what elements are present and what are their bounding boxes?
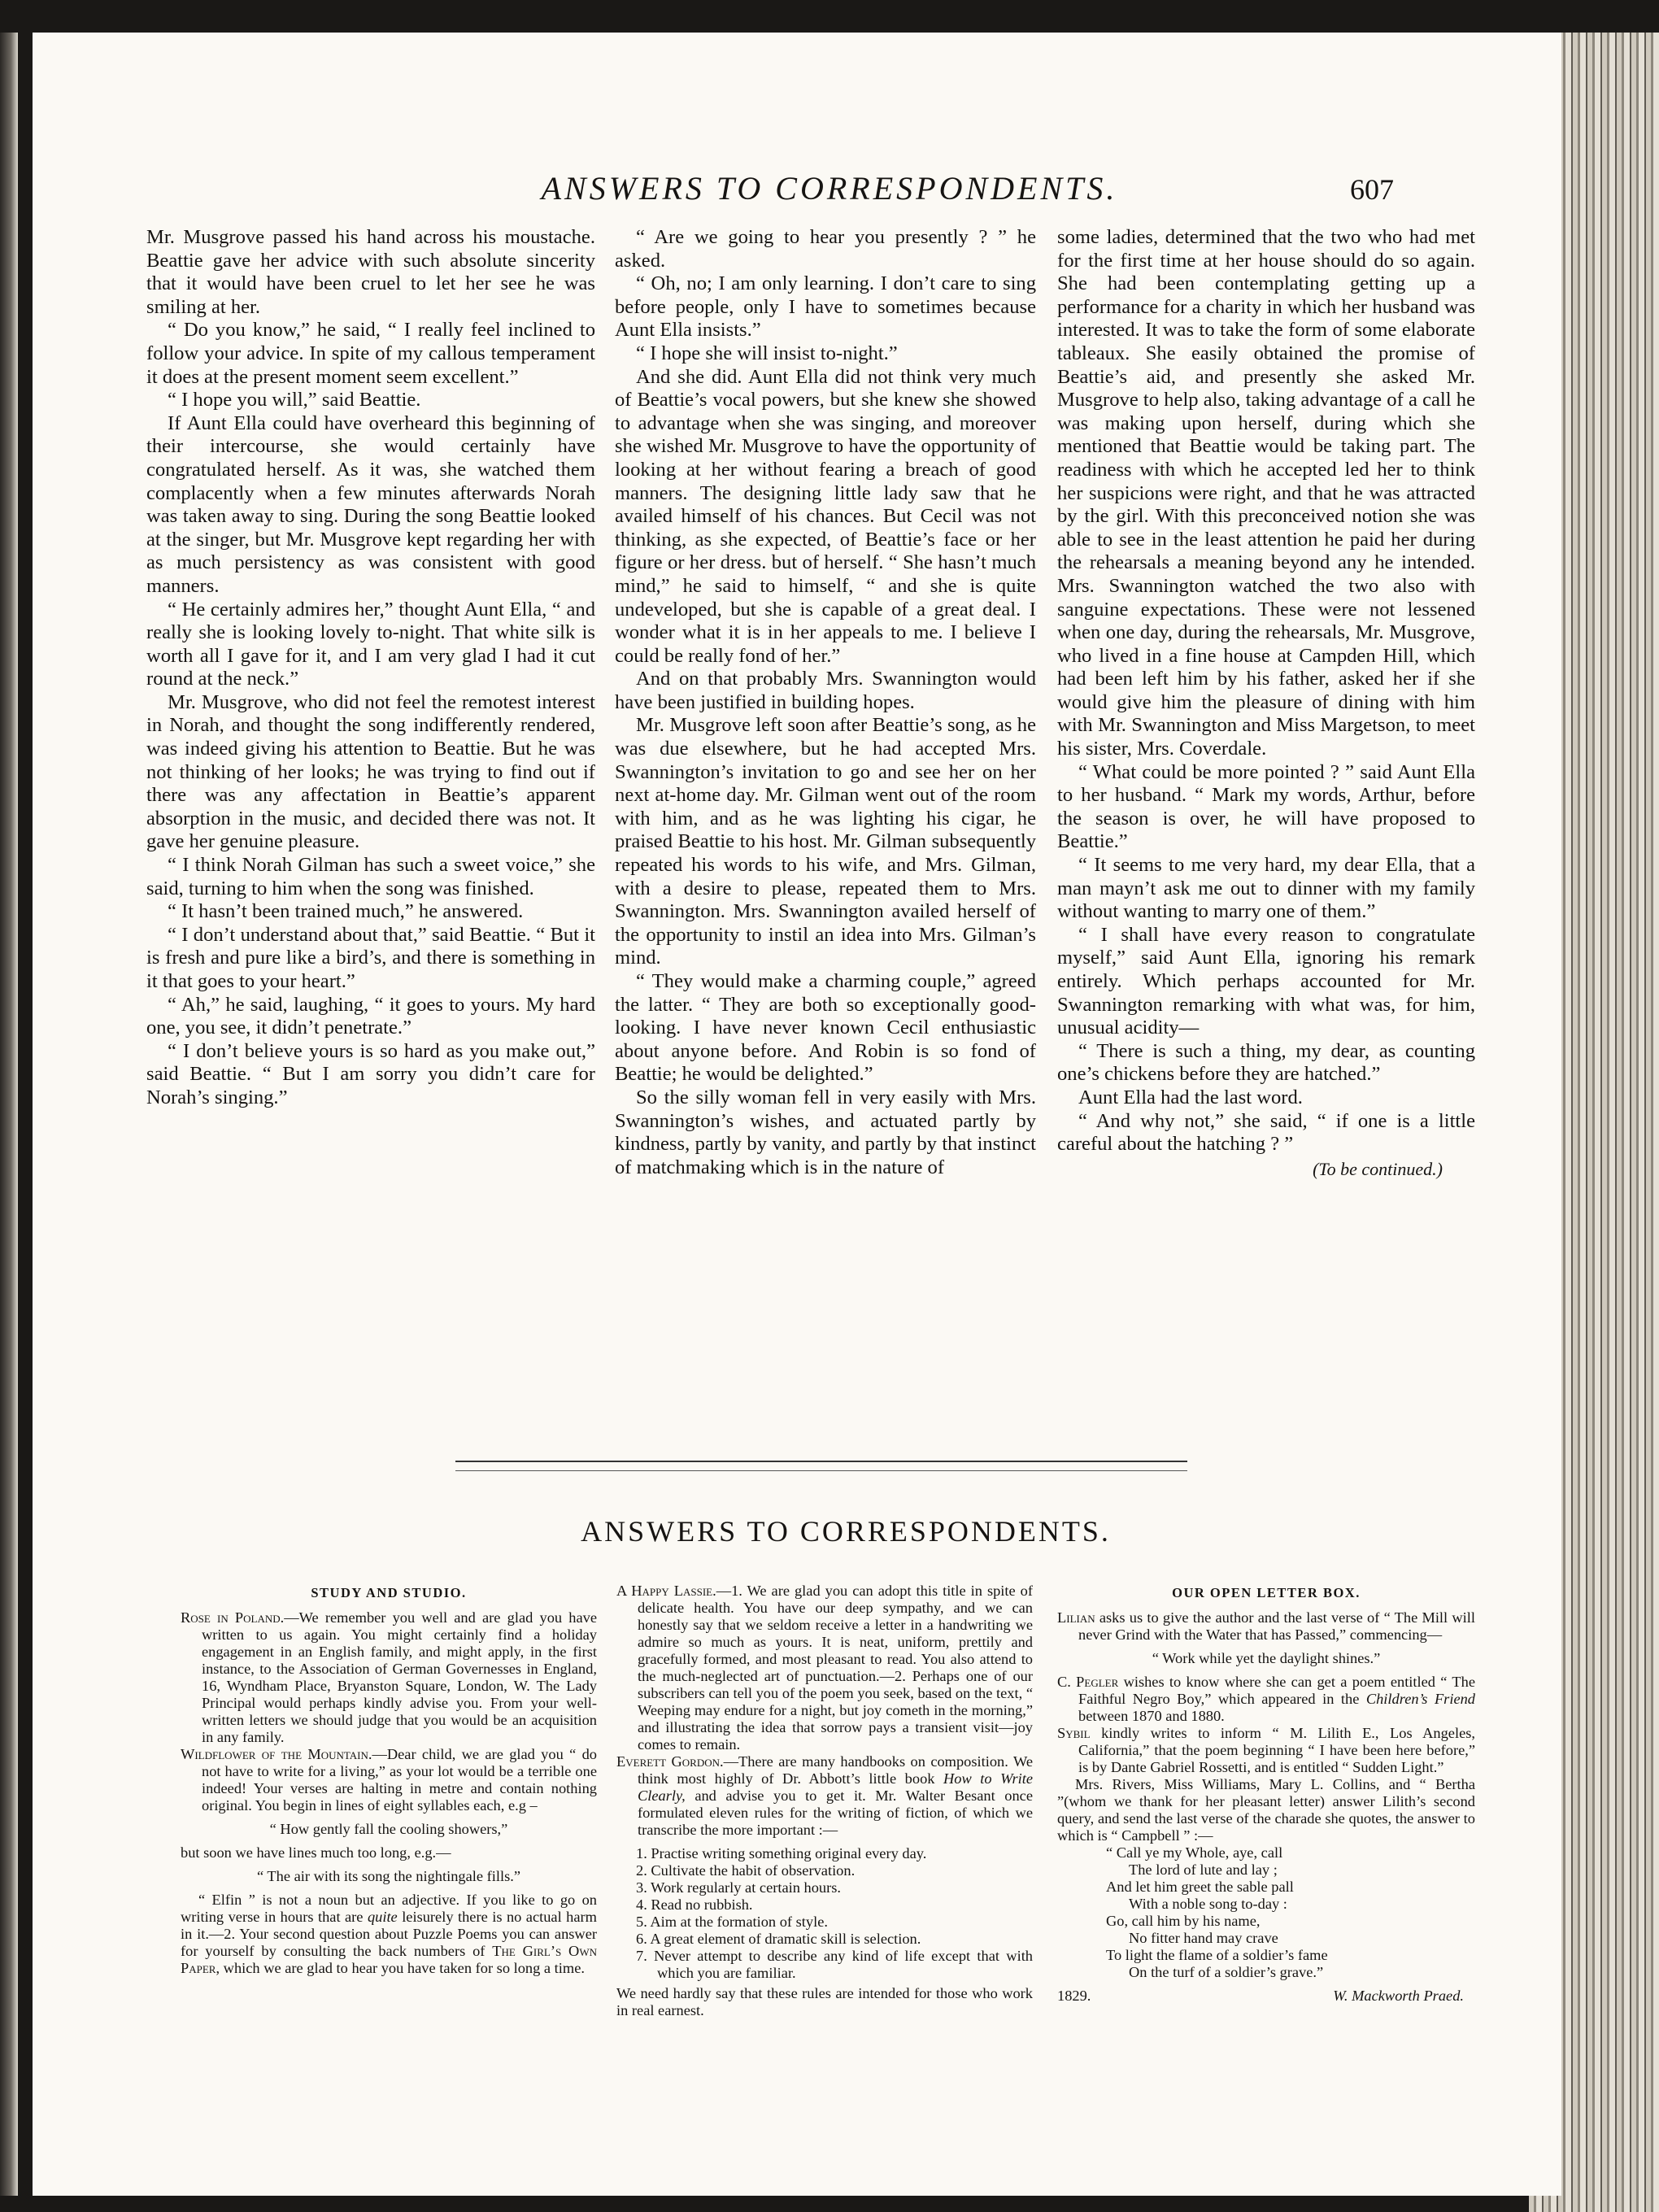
paragraph: “ It seems to me very hard, my dear Ella, that a man mayn’t ask me out to dinner with my family without wanting to marry one of them.” <box>1057 854 1475 923</box>
study-and-studio-column <box>181 1584 597 1977</box>
paragraph: “ They would make a charming couple,” agreed the latter. “ They are both so exceptionally good-looking. I have never known Cecil enthusiastic about anyone before. And Robin is so fond of Beattie; he would be delighted.” <box>615 970 1036 1086</box>
story-column-1 <box>146 226 595 1110</box>
answer-text: wishes to know where she can get a poem entitled “ The Faithful Negro Boy,” which appeared in the <box>1078 1674 1475 1707</box>
answer-text: —1. We are glad you can adopt this title in spite of delicate health. You have our deep sympathy, and we can honestly say that we seldom receive a letter in a handwriting we admire so much as yours. It is neat, uniform, prettily and gracefully formed, and most pleasant to read. You also attend to the much-neglected art of punctuation.—2. Perhaps one of our subscribers can tell you of the poem you seek, based on the text, “ Weeping may endure for a night, but joy cometh in the morning,” and illustrating the idea that sorrow pays a transient visit—joy comes to remain. <box>638 1583 1033 1753</box>
paragraph: “ And why not,” she said, “ if one is a little careful about the hatching ? ” <box>1057 1109 1475 1156</box>
study-heading: STUDY AND STUDIO. <box>311 1585 467 1600</box>
answer-wildflower <box>181 1746 597 1814</box>
answer-everett-gordon <box>616 1753 1033 1839</box>
poem-line: “ Call ye my Whole, aye, call <box>1106 1844 1283 1861</box>
answer-text: but soon we have lines much too long, e.g.— <box>181 1844 451 1861</box>
poem-line: And let him greet the sable pall <box>1106 1879 1294 1895</box>
answers-heading: ANSWERS TO CORRESPONDENTS. <box>581 1515 1111 1548</box>
answer-text: —Dear child, we are glad you “ do not have to write for a living,” as your lot would be a terrible one indeed! Your verses are halting in metre and contain nothing original. You begin in lines of eight syllables each, e.g – <box>202 1746 597 1814</box>
paragraph: “ Oh, no; I am only learning. I don’t care to sing before people, only I have to sometimes because Aunt Ella insists.” <box>615 272 1036 342</box>
correspondent-name: Sybil <box>1057 1725 1091 1741</box>
answer-text: which we are glad to hear you have taken for so long a time. <box>223 1960 585 1976</box>
poem-attribution <box>1057 1988 1475 2005</box>
paragraph: “ Ah,” he said, laughing, “ it goes to yours. My hard one, you see, it didn’t penetrate.” <box>146 993 595 1039</box>
adjacent-page-edge <box>0 33 18 2196</box>
magazine-page <box>33 33 1561 2196</box>
list-item: 3. Work regularly at certain hours. <box>636 1879 841 1896</box>
paragraph: And on that probably Mrs. Swannington would have been justified in building hopes. <box>615 668 1036 713</box>
answer-text: between 1870 and 1880. <box>1078 1708 1225 1724</box>
verse-quote: “ Work while yet the daylight shines.” <box>1152 1650 1381 1666</box>
list-item: 6. A great element of dramatic skill is selection. <box>636 1931 921 1947</box>
poem-line: Go, call him by his name, <box>1106 1913 1261 1929</box>
charade-poem <box>1057 1844 1475 1981</box>
middle-answers-column <box>616 1583 1033 2019</box>
paragraph: “ I don’t understand about that,” said Beattie. “ But it is fresh and pure like a bird’s, and there is something in it that goes to your heart.” <box>146 923 595 992</box>
poem-line: To light the flame of a soldier’s fame <box>1106 1947 1328 1963</box>
answer-text: and advise you to get it. Mr. Walter Besant once formulated eleven rules for the writing of fiction, of which we transcribe the more important :— <box>638 1787 1034 1838</box>
paragraph: Aunt Ella had the last word. <box>1078 1086 1303 1108</box>
paragraph: “ Do you know,” he said, “ I really feel inclined to follow your advice. In spite of my callous temperament it does at the present moment seem excellent.” <box>146 319 595 388</box>
paragraph: “ What could be more pointed ? ” said Aunt Ella to her husband. “ Mark my words, Arthur, before the season is over, he will have proposed to Beattie.” <box>1057 760 1475 853</box>
poem-author: W. Mackworth Praed. <box>1333 1988 1464 2004</box>
answer-happy-lassie <box>616 1583 1033 1753</box>
to-be-continued: (To be continued.) <box>1313 1158 1443 1179</box>
paragraph: “ I hope she will insist to-night.” <box>636 342 898 364</box>
paragraph: “ There is such a thing, my dear, as counting one’s chickens before they are hatched.” <box>1057 1039 1475 1086</box>
poem-year: 1829. <box>1057 1988 1091 2004</box>
page-number: 607 <box>1350 173 1394 206</box>
story-column-2 <box>615 226 1036 1179</box>
paragraph: Mr. Musgrove passed his hand across his moustache. Beattie gave her advice with such absolute sincerity that it would have been cruel to let her see he was smiling at her. <box>146 226 595 318</box>
magazine-title: Children’s Friend <box>1365 1691 1475 1707</box>
verse-quote: “ The air with its song the nightingale fills.” <box>257 1868 520 1884</box>
correspondent-name: Everett Gordon. <box>616 1753 724 1770</box>
paragraph: “ I think Norah Gilman has such a sweet voice,” she said, turning to him when the song was finished. <box>146 854 595 899</box>
correspondent-name: Lilian <box>1057 1609 1095 1626</box>
open-letter-box-heading: OUR OPEN LETTER BOX. <box>1172 1585 1361 1600</box>
correspondent-name: Rose in Poland. <box>181 1609 285 1626</box>
paragraph: And she did. Aunt Ella did not think very much of Beattie’s vocal powers, but she knew she showed to advantage when she was singing, and moreover she wished Mr. Musgrove to have the opportunity of looking at her without fearing a breach of good manners. The designing little lady saw that he availed himself of his chances. But Cecil was not thinking, as she expected, of Beattie’s face or her figure or her dress. but of herself. “ She hasn’t much mind,” he said to himself, “ and she is quite undeveloped, but she is capable of a great deal. I wonder what it is in her appeals to me. I believe I could be really fond of her.” <box>615 365 1036 667</box>
answer-rose-in-poland <box>181 1609 597 1746</box>
paragraph: Mr. Musgrove left soon after Beattie’s song, as he was due elsewhere, but he had accepted Mrs. Swannington’s invitation to go and see her on her next at-home day. Mr. Gilman went out of the room with him, and as he was lighting his cigar, he praised Beattie to his host. Mr. Gilman subsequently repeated his words to his wife, and Mrs. Gilman, with a desire to please, repeated them to Mrs. Swannington. Mrs. Swannington availed herself of the opportunity to instil an idea into Mrs. Gilman’s mind. <box>615 714 1036 969</box>
answer-text: “ Elfin ” is not a noun but an adjective. If you like to go on writing verse in hours that are <box>181 1892 597 1925</box>
list-item: 4. Read no rubbish. <box>636 1896 753 1913</box>
poem-line: On the turf of a soldier’s grave.” <box>1129 1964 1324 1980</box>
answer-text: asks us to give the author and the last verse of “ The Mill will never Grind with the Water that has Passed,” commencing— <box>1078 1609 1476 1643</box>
answer-text: leisurely there is no actual harm in it.—2. Your second question about Puzzle Poems you can answer for yourself by consulting the back numbers of <box>181 1909 597 1959</box>
paragraph: “ Are we going to hear you presently ? ” he asked. <box>615 226 1036 272</box>
section-divider <box>455 1461 1187 1471</box>
poem-line: No fitter hand may crave <box>1129 1930 1278 1946</box>
emphasis-text: quite <box>367 1909 398 1925</box>
paragraph: “ I shall have every reason to congratulate myself,” said Aunt Ella, ignoring his remark entirely. Which perhaps accounted for Mr. Swannington remarking with what was, for him, unusual acidity— <box>1057 923 1475 1039</box>
answer-text: kindly writes to inform “ M. Lilith E., Los Angeles, California,” that the poem beginning “ I have been here before,” is by Dante Gabriel Rossetti, and is entitled “ Sudden Light.” <box>1078 1725 1475 1775</box>
paragraph: “ I don’t believe yours is so hard as you make out,” said Beattie. “ But I am sorry you didn’t care for Norah’s singing.” <box>146 1039 595 1108</box>
paragraph: “ He certainly admires her,” thought Aunt Ella, “ and really she is looking lovely to-night. That white silk is worth all I gave for it, and I am very glad I had it cut round at the neck.” <box>146 598 595 690</box>
running-title: ANSWERS TO CORRESPONDENTS. <box>541 170 1118 207</box>
poem-line: The lord of lute and lay ; <box>1129 1861 1278 1878</box>
paragraph: some ladies, determined that the two who had met for the first time at her house should do so again. She had been contemplating getting up a performance for a charity in which her husband was interested. It was to take the form of some elaborate tableaux. She easily obtained the promise of Beattie’s aid, and presently she asked Mr. Musgrove to help also, taking advantage of a call he was making upon herself, during which she mentioned that Beattie would be taking part. The readiness with which he accepted led her to think her suspicions were right, and that he was attracted by the girl. With this preconceived notion she was able to see in the least attention he paid her during the rehearsals a meaning beyond any he intended. Mrs. Swannington watched the two also with sanguine expectations. These were not lessened when one day, during the rehearsals, Mr. Musgrove, who lived in a fine house at Campden Hill, which had been left him by his father, asked her if she would give him the pleasure of dining with him with Mr. Swannington and Miss Margetson, to meet his sister, Mrs. Coverdale. <box>1057 226 1475 760</box>
writing-rules-list <box>616 1845 1033 1982</box>
letter-lilian <box>1057 1609 1475 1644</box>
book-title: How to Write Clearly, <box>638 1770 1033 1804</box>
story-column-3 <box>1057 226 1475 1181</box>
list-item: 5. Aim at the formation of style. <box>636 1914 828 1930</box>
letter-sybil <box>1057 1725 1475 1776</box>
answer-text: —There are many handbooks on composition. We think most highly of Dr. Abbott’s little book <box>638 1753 1033 1787</box>
magazine-title: The Girl’s Own Paper, <box>181 1943 597 1976</box>
paragraph: So the silly woman fell in very easily with Mrs. Swannington’s wishes, and actuated partly by kindness, partly by vanity, and partly by that instinct of matchmaking which is in the nature of <box>615 1086 1036 1178</box>
list-item: 2. Cultivate the habit of observation. <box>636 1862 856 1879</box>
paragraph: “ I hope you will,” said Beattie. <box>168 389 421 411</box>
letter-rivers: Mrs. Rivers, Miss Williams, Mary L. Collins, and “ Bertha ”(whom we thank for her pleasant letter) answer Lilith’s second query, and send the last verse of the charade she quotes, the answer to which is “ Campbell ” :— <box>1057 1776 1475 1844</box>
correspondent-name: C. Pegler <box>1057 1674 1119 1690</box>
paragraph: Mr. Musgrove, who did not feel the remotest interest in Norah, and thought the song indifferently rendered, was indeed giving his attention to Beattie. But he was not thinking of her looks; he was trying to find out if there was any affectation in Beattie’s apparent absorption in the music, and decided there was not. It gave her genuine pleasure. <box>146 690 595 853</box>
list-item: 1. Practise writing something original every day. <box>636 1845 927 1861</box>
paragraph: If Aunt Ella could have overheard this beginning of their intercourse, she would certainly have congratulated herself. As it was, she watched them complacently when a few minutes afterwards Norah was taken away to sing. During the song Beattie looked at the singer, but Mr. Musgrove kept regarding her with as much persistency as was consistent with good manners. <box>146 411 595 597</box>
page-header <box>33 155 1561 220</box>
verse-quote: “ How gently fall the cooling showers,” <box>269 1821 508 1837</box>
letter-pegler <box>1057 1674 1475 1725</box>
answer-text: —We remember you well and are glad you have written to us again. You might certainly find a holiday engagement in an English family, and might apply, in the first instance, to the Association of German Governesses in England, 16, Wyndham Place, Bryanston Square, London, W. The Lady Principal would perhaps kindly advise you. From your well-written letters we should judge that you would be an acquisition in any family. <box>202 1609 597 1745</box>
correspondent-name: Wildflower of the Mountain. <box>181 1746 372 1762</box>
answer-elfin <box>181 1892 597 1977</box>
list-item: 7. Never attempt to describe any kind of life except that with which you are familiar. <box>636 1948 1033 1981</box>
paragraph: “ It hasn’t been trained much,” he answered. <box>168 900 524 923</box>
answer-text: We need hardly say that these rules are intended for those who work in real earnest. <box>616 1985 1033 2018</box>
poem-line: With a noble song to-day : <box>1129 1896 1287 1912</box>
open-letter-box-column <box>1057 1584 1475 2005</box>
correspondent-name: A Happy Lassie. <box>616 1583 716 1599</box>
